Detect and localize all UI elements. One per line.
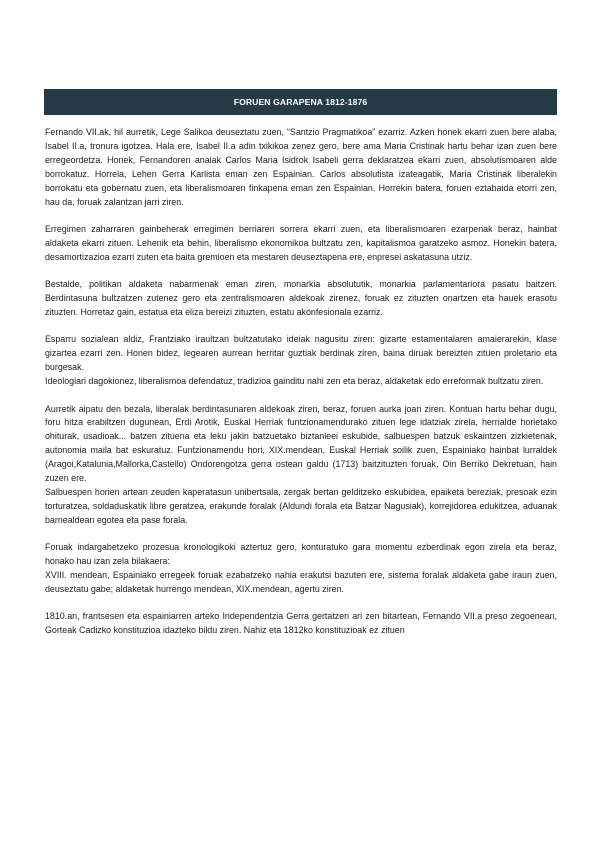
paragraph-6 [45, 541, 557, 597]
title-bar [44, 89, 557, 115]
paragraph-text: Erregimen zaharraren gainbeherak erregimen berriaren sorrera ekarri zuen, eta liberalismoaren ezarpenak beraz, hainbat aldaketa ekarri zituen. Lehenik eta behin, liberalismo ekonomikoa bultzatu zen, kapitalismoa garatzeko asmoz. Honekin batera, desamortizazioa ezarri zuten eta baita gremioen eta mestaren deuseztapena ere, enpresei askatasuna utziz. [45, 223, 557, 262]
paragraph-text: XVIII. mendean, Espainiako erregeek foruak ezabatzeko nahia erakutsi bazuten ere, sistema foralak aldaketa gabe iraun zuen, deuseztatu gabe; aldaketak hurrengo mendean, XIX.mendean, agertu ziren. [45, 569, 557, 594]
paragraph-5 [45, 403, 557, 528]
paragraph-4 [45, 333, 557, 389]
paragraph-1 [45, 126, 557, 209]
paragraph-text: Ideologiari dagokionez, liberalismoa defendatuz, tradizioa gainditu nahi zen eta beraz, aldaketak edo erreformak bultzatu ziren. [45, 376, 544, 387]
paragraph-text: Fernando VII.ak, hil aurretik, Lege Salikoa deuseztatu zuen, “Santzio Pragmatikoa” ezarriz. Azken honek ekarri zuen bere alaba, Isabel II.a, tronura igotzea. Hala ere, Isabel II.a adin txikikoa zenez gero, bere ama Maria Cristinak hartu behar izan zuen bere erregeordetza. Honek, Fernandoren anaiak Carlos Maria Isidrok Isabeli gerra deklaratzea ekarri zuen, absolutismoaren alde borrokatuz. Horrela, Lehen Gerra Karlista eman zen Espainian. Carlos absolutista izateagatik, Maria Cristinak liberalekin borrokatu eta gobernatu zuen, eta liberalismoaren finkapena eman zen Espainian. Horrekin batera, foruen eztabaida etorri zen, hau da, foruak zalantzan jarri ziren. [45, 127, 557, 207]
paragraph-text: Aurretik aipatu den bezala, liberalak berdintasunaren aldekoak ziren, beraz, foruen aurka joan ziren. Kontuan hartu behar dugu, foru hitza erabiltzen dugunean, Erdi Arotik, Euskal Herriak funtzionamendurako zituen lege idatziak zirela, herrialde horietako ohiturak, usadioak... batzen zituena eta leku jakin batzuetako biztanleei eskubide, salbuespen batzuk eskaintzen zizkietenak, autonomia maila bat eskuratuz. Funtzionamendu hori, XIX.mendean, Euskal Herriak soilik zuen, Espainiako hainbat lurraldek (Aragoi,Katalunia,Mallorka,Castello) Ondorengotza gerra ostean galdu (1713) baitzituzten foruak, Oin Berriko Dekretuan, hain zuzen ere. [45, 403, 557, 484]
paragraph-text: Esparru sozialean aldiz, Frantziako iraultzan bultzatutako ideiak nagusitu ziren: gizarte estamentalaren amaierarekin, klase gizartea ezarri zen. Honen bidez, legearen aurrean herritar guztiak berdinak ziren, baina diruak bereizten zituen proletario eta burgesak. [45, 334, 557, 373]
paragraph-3 [45, 278, 557, 320]
document-title: FORUEN GARAPENA 1812-1876 [233, 97, 368, 107]
paragraph-text: Bestalde, politikan aldaketa nabarmenak eman ziren, monarkia absolututik, monarkia parlamentariora pasatu baitzen. Berdintasuna bultzatzen zutenez gero eta zentralismoaren aldekoak zirenez, foruak ez zituzten onartzen eta hauek erasotu zituzten. Horretaz gain, estatua eta eliza bereizi zituzten, estatu akonfesionala ezarriz. [45, 279, 557, 317]
paragraph-text: Salbuespen horien artean zeuden kaperatasun unibertsala, zergak bertan gelditzeko eskubidea, epaiketa bereziak, presoak ezin torturatzea, soldaduskatik libre geratzea, erakunde foralak (Aldundi forala eta Batzar Nagusiak), korrejidorea edukitzea, aduanak barnealdean egotea eta pase forala. [45, 486, 557, 525]
document-body [45, 126, 557, 652]
paragraph-7 [45, 610, 557, 638]
paragraph-text: Foruak indargabetzeko prozesua kronologikoki aztertuz gero, konturatuko gara momentu ezberdinak egon zirela eta beraz, honako hau izan zela bilakaera: [45, 542, 557, 567]
paragraph-text: 1810.an, frantsesen eta espainiarren arteko Independentzia Gerra gertatzen ari zen bitartean, Fernando VII.a preso zegoenean, Gorteak Cadizko konstituzioa idazteko bildu ziren. Nahiz eta 1812ko konstituzioak ez zituen [45, 611, 557, 636]
paragraph-2 [45, 223, 557, 265]
